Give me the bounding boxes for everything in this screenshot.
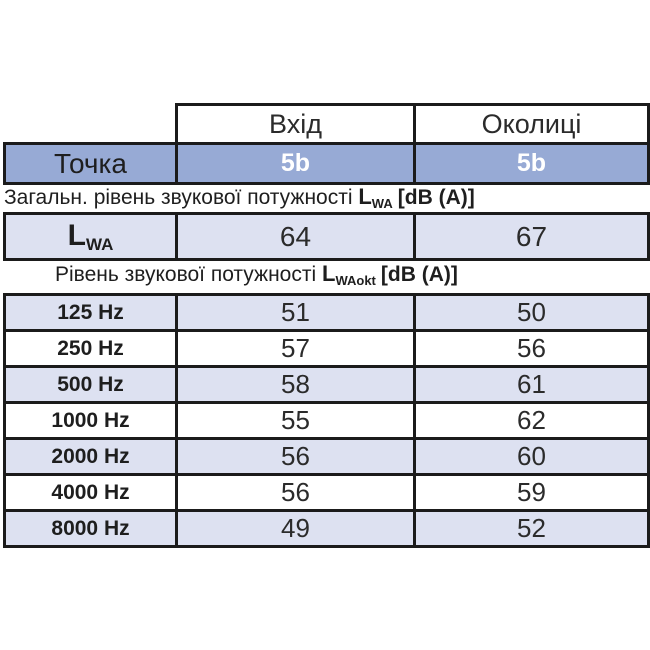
freq-value-surroundings: 50 xyxy=(415,295,649,331)
octave-row-8000 xyxy=(5,511,649,547)
freq-value-input: 51 xyxy=(177,295,415,331)
freq-label-cell: 8000 Hz xyxy=(5,511,177,547)
octave-level-caption xyxy=(55,261,458,288)
lwa-value-surroundings: 67 xyxy=(415,214,649,260)
octave-band-table xyxy=(3,293,650,548)
column-header-surroundings: Околиці xyxy=(415,105,649,144)
lwa-table xyxy=(3,212,650,261)
lwa-row-label: $L_{WA}$ xyxy=(5,214,177,260)
freq-value-input: 56 xyxy=(177,439,415,475)
lwa-row xyxy=(5,214,649,260)
column-header-input: Вхід xyxy=(177,105,415,144)
freq-value-input: 56 xyxy=(177,475,415,511)
freq-value-input: 49 xyxy=(177,511,415,547)
freq-value-input: 57 xyxy=(177,331,415,367)
point-value-input: 5b xyxy=(177,144,415,184)
column-header-row xyxy=(177,105,649,144)
freq-label-cell: 4000 Hz xyxy=(5,475,177,511)
overall-level-caption xyxy=(4,184,475,211)
octave-row-2000 xyxy=(5,439,649,475)
freq-value-surroundings: 56 xyxy=(415,331,649,367)
freq-label-cell: 125 Hz xyxy=(5,295,177,331)
lwa-value-input: 64 xyxy=(177,214,415,260)
freq-value-input: 58 xyxy=(177,367,415,403)
point-value-surroundings: 5b xyxy=(415,144,649,184)
measurement-point-table xyxy=(3,142,650,185)
octave-row-250 xyxy=(5,331,649,367)
octave-row-500 xyxy=(5,367,649,403)
freq-value-surroundings: 59 xyxy=(415,475,649,511)
freq-value-input: 55 xyxy=(177,403,415,439)
point-row xyxy=(5,144,649,184)
freq-label-cell: 1000 Hz xyxy=(5,403,177,439)
freq-value-surroundings: 60 xyxy=(415,439,649,475)
overall-caption-text: Загальн. рівень звукової потужності xyxy=(4,186,353,209)
octave-row-4000 xyxy=(5,475,649,511)
point-row-label: Точка xyxy=(5,144,177,184)
freq-value-surroundings: 52 xyxy=(415,511,649,547)
octave-caption-unit: [dB (A)] xyxy=(380,263,458,286)
octave-caption-symbol: $L_{WAokt}$ xyxy=(321,261,376,288)
overall-caption-unit: [dB (A)] xyxy=(397,186,475,209)
freq-label-cell: 250 Hz xyxy=(5,331,177,367)
octave-caption-text: Рівень звукової потужності xyxy=(55,263,317,286)
freq-value-surroundings: 61 xyxy=(415,367,649,403)
octave-row-1000 xyxy=(5,403,649,439)
freq-label-cell: 2000 Hz xyxy=(5,439,177,475)
freq-label-cell: 500 Hz xyxy=(5,367,177,403)
freq-value-surroundings: 62 xyxy=(415,403,649,439)
octave-row-125 xyxy=(5,295,649,331)
column-header-table xyxy=(175,103,650,145)
overall-caption-symbol: $L_{WA}$ xyxy=(358,184,393,211)
